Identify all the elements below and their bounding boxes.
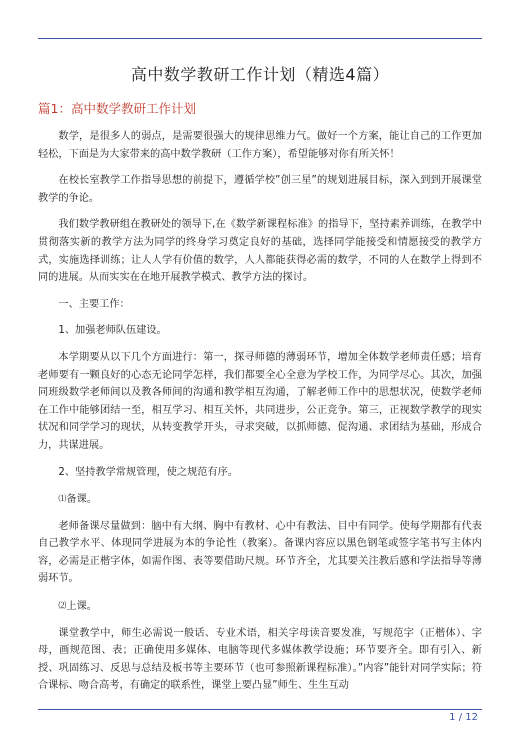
heading-lesson-prep-label: 备课。 (66, 494, 97, 506)
header-rule (38, 38, 482, 39)
footer-rule (38, 709, 482, 710)
paragraph-lesson-prep: 老师备课尽量做到：脑中有大纲、胸中有教材、心中有教法、目中有同学。使每学期都有代表自己教学水平、体现同学进展为本的争论性（教案）。备课内容应以黑色钢笔或签字笔书写主体内容，必需是正楷字体，如需作图、表等要借助尺规。环节齐全，尤其要关注教后感和学法指导等薄弱环节。 (38, 520, 482, 585)
item-number-2: ⑵ (58, 601, 67, 611)
page-number: 1 / 12 (449, 712, 478, 723)
heading-teacher-team: 1、加强老师队伍建设。 (58, 325, 167, 337)
paragraph-intro: 数学，是很多人的弱点，是需要很强大的规律思维力气。做好一个方案，能让自己的工作更加轻松，下面是为大家带来的高中数学教研（工作方案），希望能够对你有所关怀！ (38, 131, 482, 160)
paragraph-teacher-team: 本学期要从以下几个方面进行：第一，探寻师德的薄弱环节，增加全体数学老师责任感；培育老师要有一颗良好的心态无论同学怎样，我们都要全心全意为学校工作，为同学尽心。其次，加强同班级数学老师间以及教各师间的沟通和教学相互沟通，了解老师工作中的思想状况，使数学老师在工作中能够团结一至，相互学习、相互关怀，共同进步，公正竞争。第三，正视数学教学的现实状况和同学学习的现状，从转变教学开头，寻求突破，以抓师德、促沟通、求团结为基础，形成合力，共谋进展。 (38, 351, 482, 451)
document-page (38, 62, 482, 704)
heading-class (38, 597, 482, 616)
item-number-1: ⑴ (58, 494, 67, 504)
paragraph-guideline: 在校长室教学工作指导思想的前提下，遵循学校”创三星”的规划进展目标，深入到到开展课堂教学的争论。 (38, 175, 482, 204)
heading-main-work: 一、主要工作： (58, 298, 130, 310)
heading-routine-management: 2、坚持教学常规管理，使之规范有序。 (58, 466, 239, 478)
heading-lesson-prep (38, 490, 482, 509)
paragraph-teaching-group: 我们数学教研组在教研处的领导下,在《数学新课程标准》的指导下，坚持素养训练，在教学中贯彻落实新的教学方法为同学的终身学习奠定良好的基础，选择同学能接受和情愿接受的教学方式，实施选择训练；让人人学有价值的数学，人人都能获得必需的数学，不同的人在数学上得到不同的进展。从而实实在在地开展教学模式、教学方法的探讨。 (38, 219, 482, 284)
section-heading: 篇1：高中数学教研工作计划 (38, 101, 196, 116)
heading-class-label: 上课。 (66, 601, 97, 613)
document-title: 高中数学教研工作计划（精选4篇） (130, 65, 390, 84)
paragraph-class: 课堂教学中，师生必需说一般话、专业术语，相关字母读音要发准，写规范字（正楷体）、字母，画规范图、表；正确使用多媒体、电脑等现代多媒体教学设施；环节要齐全。即有引入、新授、巩固练习、反思与总结及板书等主要环节（也可参照新课程标准）。”内容”能针对同学实际；符合课标、吻合高考，有确定的联系性，课堂上要凸显”师生、生生互动 (38, 627, 482, 692)
